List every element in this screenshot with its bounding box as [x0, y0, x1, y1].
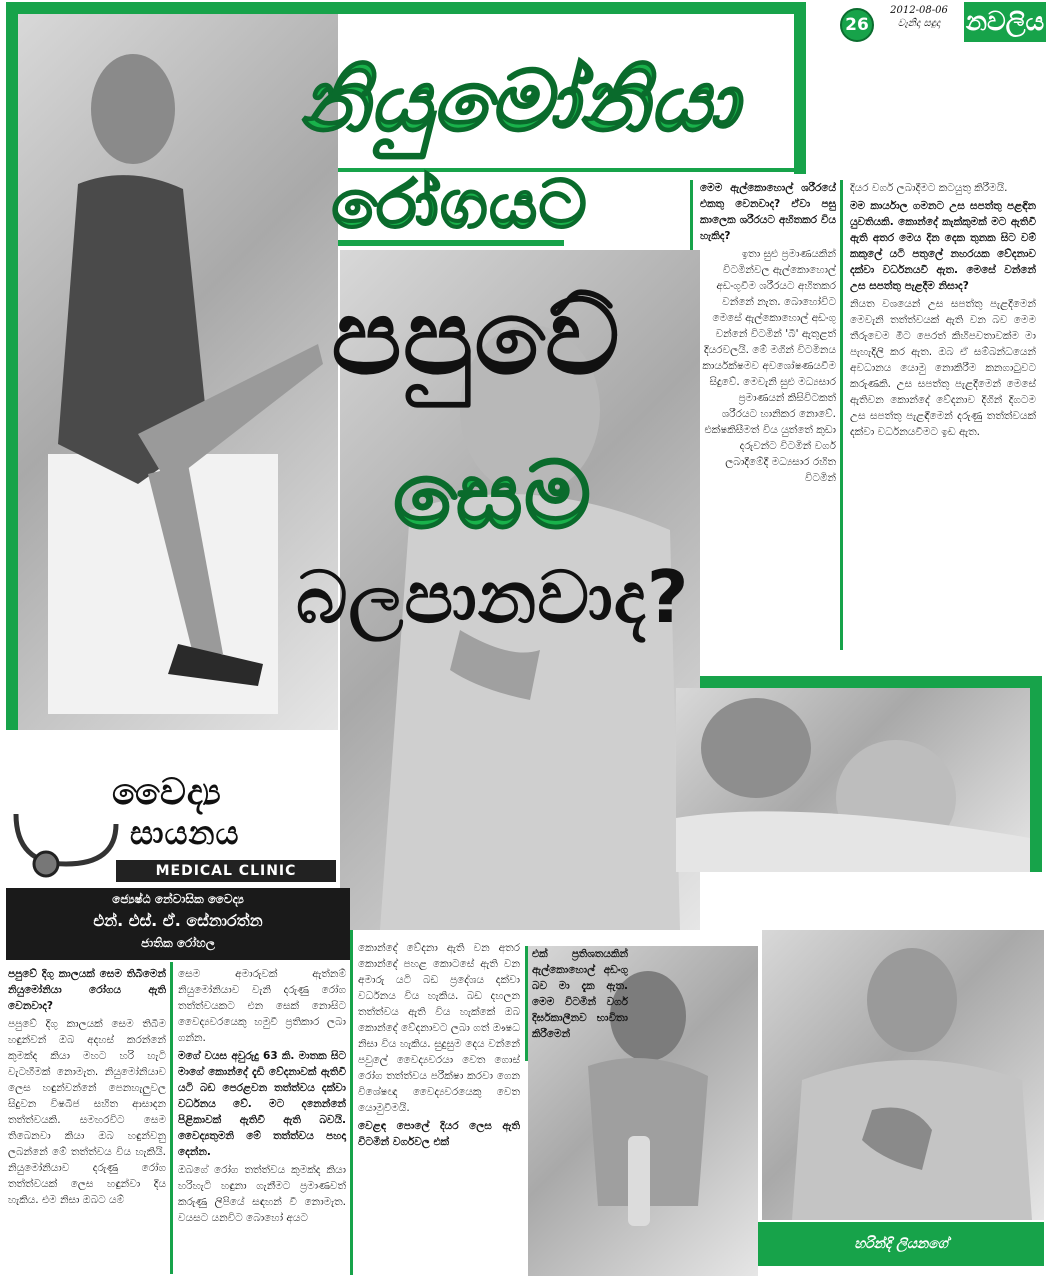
- column-1: [8, 966, 166, 1210]
- column-2-answer-a: සෙම අමාරුවක් ඇත්නම් නියුමෝනියාව වැනි දරුණු රෝග තත්ත්වයකට එන සෙක් නොසිට වෛද්‍යවරයෙකු හමුවී ප්‍රතිකාර ලබා ගන්න.: [178, 968, 346, 1044]
- right-photo-frame: [1030, 676, 1042, 872]
- column-4-question: එක් ප්‍රතිශතයකින් ඇල්කොහොල් අඩංගු බව මා දැක ඇත. මෙම විටමින් වර්ග දිර්ඝකාලීනව භාවිතා කිරීමෙන්: [532, 948, 628, 1040]
- column-6-answer-a: දියර වර්ග ලබාදීමට කටයුතු කිරීමයි.: [850, 182, 1008, 194]
- headline-line-3: පපුවේ: [331, 276, 621, 398]
- column-6: [850, 180, 1036, 442]
- column-4: [532, 946, 628, 1044]
- column-6-answer-b: නියත වශයෙන් උස සපත්තු පැළදීමෙන් මෙවැනි තත්ත්වයක් ඇති වන බව මෙම තීරුවෙම මීට පෙරත් කිහිපවතාවක්ම මා පැහැදිලි කර ඇත. ඔබ ඒ සම්බන්ධයෙන් අවධානය යොමු නොකිරීම කනගාටුවට කරුණකි. උස සපත්තු පැළදීමෙන් මෙසේ ඇතිවන කොන්දේ වේදනාව දිගින් දිගටම උස සපත්තු පැළඳීමෙන් දරුණු තත්ත්වයක් දක්වා වර්ධනයවීමට ඉඩ ඇත.: [850, 298, 1036, 438]
- column-2-answer-b: ඔබගේ රෝග තත්ත්වය කුමක්ද කියා හරිහැටි හඳුනා ගැනීමට ප්‍රමාණවත් කරුණු ලිපියේ සඳහන් වී නොමැත. වයසට යනවිට බොහෝ අයට: [178, 1164, 346, 1224]
- byline-name: එන්. එස්. ඒ. සේනාරත්න: [93, 911, 263, 930]
- byline-hospital: ජාතික රෝහල: [141, 936, 215, 950]
- col-divider-2: [350, 930, 353, 1275]
- column-3-question: වෙළඳ පොලේ දියර ලෙස ඇති විටමින් වර්ගවල එක්: [358, 1120, 520, 1148]
- column-2-question: මගේ වයස අවුරුදු 63 කි. මාතක සිට මාගේ කොන්දේ දැඩි වේදනාවක් ඇතිවී යටි බඩ පෙරළවන තත්ත්වය දක්වා වර්ධනය වේ. මට දනෙන්නේ පිළිකාවක් ඇතිවී ඇති බවයි. වෛද්‍යතුමනි මේ තත්ත්වය පහදා දෙන්න.: [178, 1050, 346, 1158]
- column-5: [700, 180, 836, 488]
- author-credit: හරින්දි ලියනගේ: [758, 1222, 1044, 1266]
- doctor-byline: [6, 888, 350, 960]
- stethoscope-icon: [6, 774, 126, 878]
- mother-child-figure: [676, 688, 1030, 872]
- headline-line-5: බලපානවාද?: [296, 555, 690, 639]
- man-chest-pain-figure: [762, 930, 1044, 1220]
- clinic-title-2: සායනය: [130, 814, 240, 852]
- column-1-answer: පපුවේ දිගු කාලයක් සෙම තිබීම හඳුන්වන් ඔබ අදහස් කරන්නේ කුමක්ද කියා මහට හරි හැටි වැටහීමක් නොමැත. නියුමෝනියාව ලෙස හඳුන්වන්නේ පෙනහැලුවල සිදුවන විෂබීජ සහිත ආසාදන තත්ත්වයකි. සමහරවිට සෙම තිබෙනවා කියා ඔබ හඳුන්වනු ලබන්නේ මේ තත්ත්වය විය හැකියි. නියුමෝනියාව දරුණු රෝග තත්ත්වයක් ලෙස හඳුන්වා දිය හැකිය. එම නිසා ඔබට යම්: [8, 1018, 166, 1206]
- day-text: වෑනිදා සඳුදා: [897, 18, 941, 29]
- col-divider-5: [840, 180, 843, 650]
- date-text: 2012-08-06: [890, 5, 948, 16]
- column-2: [178, 966, 346, 1228]
- headline-line-4: සෙම: [393, 442, 593, 549]
- clinic-title-1: වෛද්‍ය: [112, 772, 222, 813]
- byline-role: ජ්‍යෙෂ්ඨ නේවාසික වෛද්‍ය: [112, 892, 244, 906]
- medical-clinic-logo: [6, 770, 336, 882]
- page-number-badge: 26: [840, 8, 874, 42]
- column-3-answer: කොන්දේ වේදනා ඇති වන අතර කොන්දේ පහළ කොටසේ ඇති වන අමාරු යටි බඩ ප්‍රදේශය දක්වා වර්ධනය විය හැකිය. බඩ දහලන තත්ත්වය ඇති විය හැක්කේ ඔබ කොන්දේ වේදනාවට ලබා ගත් ඖෂධ නිසා විය හැකිය. සුදුසුම දෙය වන්නේ පවුලේ වෛද්‍යවරයා වෙත ගොස් රෝග තත්ත්වය පරීක්ෂා කරවා ගෙන විශේෂඥ වෛද්‍යවරයෙකු වෙත යොමුවීමයි.: [358, 942, 520, 1114]
- headline-line-2: රෝගයට: [331, 166, 589, 243]
- column-5-question: මෙම ඇල්කොහොල් ශරීරයේ එකතු වෙනවාද? ඒවා පසු කාලෙක ශරීරයට අහිතකර විය හැකිද?: [700, 182, 836, 242]
- column-1-question: පපුවේ දිගු කාලයක් සෙම තිබීමෙන් නියුමෝනියා රෝගය ඇති වෙනවාද?: [8, 968, 166, 1012]
- top-frame-line: [6, 2, 806, 14]
- mother-child-photo: [676, 688, 1030, 872]
- column-6-question: මම කාර්යාල ගමනට උස සපත්තු පළඳින යුවතියකි. කොන්දේ කැක්කුමක් මට ඇතිවී ඇති අතර මෙය දින දෙක තුනක සිට වම් කකුලේ යටි පතුලේ නහරයක වේදනාව දක්වා වර්ධනයවී ඇත. මෙසේ වන්නේ උස සපත්තු පැළදීම නිසාද?: [850, 200, 1036, 292]
- col-divider-1: [170, 962, 173, 1274]
- headline-line-1: නියුමෝනියා: [299, 52, 741, 150]
- issue-date: [878, 4, 960, 30]
- column-5-answer: ඉතා සුළු ප්‍රමාණයකින් විටමින්වල ඇල්කොහොල් අඩංගුවීම ශරීරයට අහිතකර වන්නේ නැත. බොහෝවිට මෙසේ ඇල්කොහොල් අඩංගු වන්නේ විටමින් 'බී' ඇතුළත් දියරවලයි. මේ මගින් විටමිනය කාර්යක්ෂමව අවශෝෂණයවීම සිදුවේ. මෙවැනි සුළු මධ්‍යසාර ප්‍රමාණයන් කිසිවිටකත් ශරීරයට හානිකර නොවේ. ළුක්ෂකිසීමත් විය යුත්තේ කුඩා දරුවන්ට විටමින් වර්ග ලබාදීමේදී මධ්‍යසාර රහිත විටමින්: [702, 248, 836, 484]
- column-3: [358, 940, 520, 1152]
- left-frame-line: [6, 14, 18, 730]
- mid-frame-line: [664, 676, 1042, 688]
- man-chest-pain-photo: [762, 930, 1044, 1220]
- publication-brand: නවලිය: [964, 2, 1046, 42]
- clinic-english-title: MEDICAL CLINIC: [116, 860, 336, 882]
